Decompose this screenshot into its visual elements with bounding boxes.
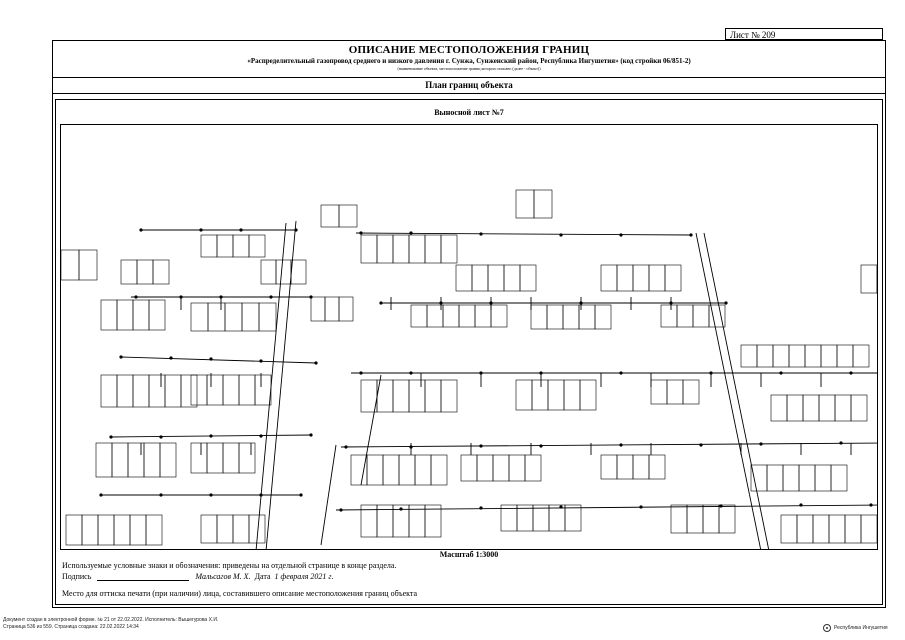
parcel: [472, 265, 488, 291]
route-segment: [266, 221, 296, 550]
boundary-point: [639, 505, 642, 508]
signature-row: [62, 572, 333, 581]
route-segment: [356, 233, 691, 235]
parcel: [239, 375, 255, 405]
parcel: [819, 395, 835, 421]
parcel: [393, 380, 409, 412]
map-scale: Масштаб 1:3000: [439, 550, 499, 559]
parcel: [101, 375, 117, 407]
boundary-point: [479, 444, 482, 447]
parcel: [813, 515, 829, 543]
boundary-point: [309, 295, 312, 298]
signature-label: Подпись: [62, 572, 92, 581]
parcel: [191, 443, 207, 473]
document-frame: [52, 40, 886, 608]
parcel: [367, 455, 383, 485]
boundary-point: [619, 233, 622, 236]
parcel: [96, 443, 112, 477]
boundary-point: [339, 508, 342, 511]
parcel: [719, 505, 735, 533]
parcel: [687, 505, 703, 533]
boundary-point: [579, 301, 582, 304]
boundary-point: [869, 503, 872, 506]
parcel: [361, 235, 377, 263]
parcel: [783, 465, 799, 491]
parcel: [547, 305, 563, 329]
boundary-point: [724, 301, 727, 304]
boundary-point: [719, 504, 722, 507]
parcel: [459, 305, 475, 327]
boundary-point: [159, 493, 162, 496]
parcel: [117, 375, 133, 407]
parcel: [399, 455, 415, 485]
parcel: [425, 235, 441, 263]
parcel: [548, 380, 564, 410]
parcel: [488, 265, 504, 291]
parcel: [383, 455, 399, 485]
boundary-point: [379, 301, 382, 304]
boundary-point: [799, 503, 802, 506]
parcel: [223, 443, 239, 473]
parcel: [149, 300, 165, 330]
boundary-point: [259, 434, 262, 437]
parcel: [121, 260, 137, 284]
parcel: [703, 505, 719, 533]
parcel: [351, 455, 367, 485]
parcel: [563, 305, 579, 329]
boundary-point: [439, 301, 442, 304]
parcel: [633, 265, 649, 291]
parcel: [601, 455, 617, 479]
route-segment: [696, 233, 761, 550]
boundary-point: [314, 361, 317, 364]
parcel: [128, 443, 144, 477]
boundary-point: [119, 355, 122, 358]
plan-header: План границ объекта: [53, 77, 885, 94]
route-segment: [121, 357, 316, 363]
plan-drawing: [60, 124, 878, 550]
parcel: [133, 300, 149, 330]
parcel: [441, 380, 457, 412]
boundary-point: [539, 444, 542, 447]
parcel: [649, 455, 665, 479]
boundary-point: [399, 507, 402, 510]
parcel: [66, 515, 82, 545]
signer-name: Мальсагов М. Х.: [195, 572, 251, 581]
parcel: [517, 505, 533, 531]
parcel: [112, 443, 128, 477]
parcel: [239, 443, 255, 473]
parcel: [201, 235, 217, 257]
boundary-point: [779, 371, 782, 374]
boundary-point: [209, 493, 212, 496]
parcel: [534, 190, 552, 218]
boundary-point: [409, 445, 412, 448]
parcel: [225, 303, 242, 331]
parcel: [291, 260, 306, 284]
parcel: [799, 465, 815, 491]
parcel: [564, 380, 580, 410]
legend-note: Используемые условные знаки и обозначения: приведены на отдельной странице в конце раздела.: [62, 561, 397, 570]
parcel: [861, 265, 877, 293]
parcel: [671, 505, 687, 533]
parcel: [325, 297, 339, 321]
parcel: [361, 380, 377, 412]
parcel: [771, 395, 787, 421]
date-value: 1 февраля 2021 г.: [274, 572, 334, 581]
route-segment: [361, 375, 381, 485]
sheet-number: Лист № 209: [730, 30, 776, 40]
parcel: [533, 505, 549, 531]
boundary-point: [239, 228, 242, 231]
boundary-point: [619, 443, 622, 446]
parcel: [781, 515, 797, 543]
parcel: [259, 303, 276, 331]
boundary-point: [269, 295, 272, 298]
plan-panel: [55, 99, 883, 605]
parcel: [339, 205, 357, 227]
parcel: [683, 380, 699, 404]
parcel: [665, 265, 681, 291]
parcel: [431, 455, 447, 485]
parcel: [493, 455, 509, 481]
boundary-point: [359, 231, 362, 234]
parcel: [531, 305, 547, 329]
parcel: [415, 455, 431, 485]
parcel: [504, 265, 520, 291]
parcel: [137, 260, 153, 284]
parcel: [201, 515, 217, 543]
parcel: [661, 305, 677, 327]
boundary-point: [199, 228, 202, 231]
parcel: [425, 505, 441, 537]
parcel: [797, 515, 813, 543]
boundary-point: [669, 301, 672, 304]
parcel: [520, 265, 536, 291]
boundary-point: [294, 228, 297, 231]
boundary-point: [559, 505, 562, 508]
boundary-point: [159, 435, 162, 438]
parcel: [409, 380, 425, 412]
route-segment: [321, 445, 336, 545]
parcel: [741, 345, 757, 367]
parcel: [101, 300, 117, 330]
parcel: [61, 250, 79, 280]
boundary-point: [759, 442, 762, 445]
parcel: [144, 443, 160, 477]
object-name: «Распределительный газопровод среднего и низкого давления г. Сунжа, Сунженский район, Республика Ингушетия» (код стройки 06/851-2): [247, 57, 691, 65]
parcel: [693, 305, 709, 327]
boundary-point: [209, 357, 212, 360]
parcel: [255, 375, 271, 405]
parcel: [757, 345, 773, 367]
footer-line-2: Страница 536 из 559. Страница создана: 22.02.2022 14:34: [3, 624, 139, 630]
parcel: [82, 515, 98, 545]
parcel: [217, 515, 233, 543]
boundary-point: [299, 493, 302, 496]
parcel: [633, 455, 649, 479]
boundary-point: [479, 371, 482, 374]
parcel: [565, 505, 581, 531]
parcel: [516, 380, 532, 410]
parcel: [79, 250, 97, 280]
parcel: [217, 235, 233, 257]
parcel: [803, 395, 819, 421]
boundary-point: [259, 493, 262, 496]
boundary-point: [139, 228, 142, 231]
boundary-point: [689, 233, 692, 236]
emblem-icon: [823, 624, 831, 632]
parcel: [773, 345, 789, 367]
parcel: [153, 260, 169, 284]
parcel: [207, 375, 223, 405]
route-segment: [336, 505, 878, 510]
parcel: [276, 260, 291, 284]
boundary-points: [99, 228, 872, 511]
parcel: [160, 443, 176, 477]
boundary-point: [709, 371, 712, 374]
boundary-point: [219, 295, 222, 298]
parcel: [409, 505, 425, 537]
parcel: [223, 375, 239, 405]
boundary-point: [359, 371, 362, 374]
parcel: [207, 443, 223, 473]
parcel: [233, 235, 249, 257]
parcel: [208, 303, 225, 331]
parcel: [242, 303, 259, 331]
boundary-point: [479, 506, 482, 509]
parcel: [617, 455, 633, 479]
parcel: [516, 190, 534, 218]
parcel: [441, 235, 457, 263]
boundary-point: [849, 371, 852, 374]
parcel: [532, 380, 548, 410]
parcel: [509, 455, 525, 481]
parcel: [443, 305, 459, 327]
boundary-point: [99, 493, 102, 496]
boundary-point: [344, 445, 347, 448]
boundary-point: [409, 231, 412, 234]
parcel: [181, 375, 197, 407]
parcel: [601, 265, 617, 291]
boundary-point: [259, 359, 262, 362]
stamp-note: Место для оттиска печати (при наличии) лица, составившего описание местоположения границ объекта: [62, 589, 418, 598]
parcel: [751, 465, 767, 491]
parcel: [191, 375, 207, 405]
parcel: [835, 395, 851, 421]
boundary-point: [134, 295, 137, 298]
cadastral-map: [61, 125, 878, 550]
parcel: [767, 465, 783, 491]
parcel: [117, 300, 133, 330]
boundary-point: [209, 434, 212, 437]
parcel: [789, 345, 805, 367]
parcel: [861, 515, 877, 543]
parcel: [649, 265, 665, 291]
parcel: [133, 375, 149, 407]
sheet-title: Выносной лист №7: [434, 108, 504, 117]
parcel: [491, 305, 507, 327]
parcel: [477, 455, 493, 481]
parcel: [456, 265, 472, 291]
route-segment: [704, 233, 769, 550]
boundary-point: [699, 443, 702, 446]
parcel: [311, 297, 325, 321]
boundary-point: [489, 301, 492, 304]
parcel: [837, 345, 853, 367]
parcel: [877, 265, 878, 293]
boundary-point: [539, 371, 542, 374]
parcel: [549, 505, 565, 531]
boundary-point: [309, 433, 312, 436]
route-segment: [341, 443, 878, 447]
parcel: [191, 303, 208, 331]
parcel: [475, 305, 491, 327]
parcel: [411, 305, 427, 327]
parcel: [829, 515, 845, 543]
parcel: [461, 455, 477, 481]
boundary-point: [109, 435, 112, 438]
parcel: [114, 515, 130, 545]
parcel: [617, 265, 633, 291]
parcel: [165, 375, 181, 407]
parcel-blocks: [61, 190, 878, 545]
object-name-note: (наименование объекта, местоположение границ которого описано (далее - объект)): [397, 66, 541, 71]
footer: [3, 617, 218, 631]
parcel: [377, 235, 393, 263]
date-label: Дата: [254, 572, 271, 581]
parcel: [339, 297, 353, 321]
parcel: [805, 345, 821, 367]
parcel: [677, 305, 693, 327]
parcel: [787, 395, 803, 421]
boundary-point: [479, 232, 482, 235]
parcel: [815, 465, 831, 491]
parcel: [525, 455, 541, 481]
parcel: [321, 205, 339, 227]
footer-line-1: Документ создан в электронной форме. № 21 от 22.02.2022. Исполнитель: Вышегурова Х.И.: [3, 617, 219, 623]
parcel: [393, 235, 409, 263]
signature-line: [97, 572, 189, 581]
parcel: [98, 515, 114, 545]
parcel: [233, 515, 249, 543]
parcel: [130, 515, 146, 545]
brand-name: Республика Ингушетия: [834, 625, 888, 631]
parcel: [851, 395, 867, 421]
parcel: [425, 380, 441, 412]
boundary-point: [169, 356, 172, 359]
parcel: [409, 235, 425, 263]
document-title: ОПИСАНИЕ МЕСТОПОЛОЖЕНИЯ ГРАНИЦ: [348, 44, 590, 56]
parcel: [845, 515, 861, 543]
parcel: [580, 380, 596, 410]
parcel: [261, 260, 276, 284]
parcel: [595, 305, 611, 329]
parcel: [146, 515, 162, 545]
parcel: [651, 380, 667, 404]
boundary-point: [619, 371, 622, 374]
parcel: [149, 375, 165, 407]
sheet-number-box: [725, 28, 883, 40]
parcel: [831, 465, 847, 491]
boundary-point: [179, 295, 182, 298]
boundary-point: [409, 371, 412, 374]
pipeline-routes: [101, 221, 878, 550]
boundary-point: [559, 233, 562, 236]
parcel: [821, 345, 837, 367]
title-block: [53, 41, 885, 78]
parcel: [853, 345, 869, 367]
boundary-point: [839, 441, 842, 444]
brand: [823, 624, 888, 632]
parcel: [249, 235, 265, 257]
parcel: [667, 380, 683, 404]
